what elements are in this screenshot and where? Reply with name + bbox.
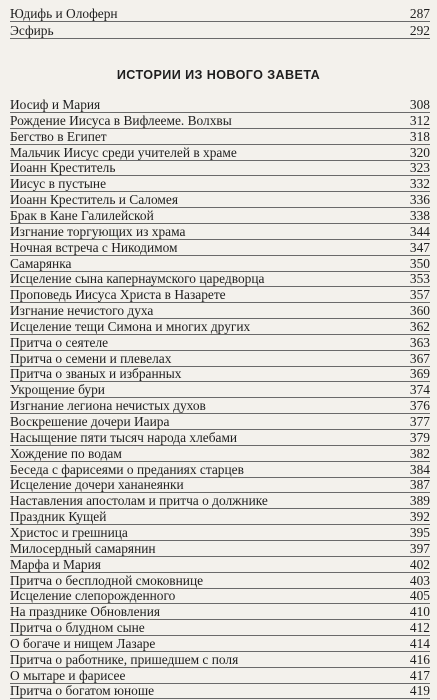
toc-entry-title: Беседа с фарисеями о преданиях старцев bbox=[10, 461, 244, 477]
toc-entry-title: Исцеление сына капернаумского царедворца bbox=[10, 271, 265, 287]
toc-entry-page-number: 338 bbox=[409, 207, 430, 223]
toc-entry-title: Иосиф и Мария bbox=[10, 97, 101, 112]
toc-entry bbox=[10, 397, 430, 414]
toc-entry-page-number: 395 bbox=[409, 524, 430, 540]
toc-entry-page-number: 312 bbox=[409, 112, 430, 128]
toc-entry-page-number: 414 bbox=[409, 635, 430, 651]
toc-entry bbox=[10, 619, 430, 636]
toc-entry-page-number: 419 bbox=[409, 683, 430, 699]
toc-entry bbox=[10, 22, 430, 39]
toc-entry bbox=[10, 191, 430, 208]
toc-entry-title: Брак в Кане Галилейской bbox=[10, 207, 154, 223]
toc-entry-page-number: 402 bbox=[409, 556, 430, 572]
toc-entry-page-number: 353 bbox=[409, 271, 430, 287]
toc-entry-title: Марфа и Мария bbox=[10, 556, 101, 572]
toc-entry-title: Наставления апостолам и притча о должнике bbox=[10, 493, 268, 509]
toc-entry-title: Проповедь Иисуса Христа в Назарете bbox=[10, 287, 226, 303]
toc-entry bbox=[10, 286, 430, 303]
toc-entry-title: Иоанн Креститель и Саломея bbox=[10, 192, 178, 208]
toc-entry-title: Изгнание торгующих из храма bbox=[10, 223, 186, 239]
toc-entry-title: Иисус в пустыне bbox=[10, 176, 107, 192]
toc-entry-page-number: 336 bbox=[409, 192, 430, 208]
toc-entry bbox=[10, 651, 430, 668]
toc-entry bbox=[10, 5, 430, 22]
toc-entry-page-number: 292 bbox=[409, 23, 430, 39]
toc-entry bbox=[10, 603, 430, 620]
toc-entry-page-number: 417 bbox=[409, 667, 430, 683]
toc-entry bbox=[10, 112, 430, 129]
toc-entry-page-number: 412 bbox=[409, 620, 430, 636]
toc-entry-title: Изгнание нечистого духа bbox=[10, 303, 154, 319]
toc-entry bbox=[10, 682, 430, 699]
toc-entry bbox=[10, 572, 430, 589]
toc-entry-page-number: 350 bbox=[409, 255, 430, 271]
row-divider bbox=[10, 38, 430, 39]
toc-entry-page-number: 287 bbox=[409, 6, 430, 21]
toc-entry-title: Ночная встреча с Никодимом bbox=[10, 239, 178, 255]
toc-entry-page-number: 363 bbox=[409, 334, 430, 350]
toc-entry-title: Притча о сеятеле bbox=[10, 334, 109, 350]
toc-entry bbox=[10, 144, 430, 161]
toc-entry-title: Милосердный самарянин bbox=[10, 540, 156, 556]
toc-entry-page-number: 369 bbox=[409, 366, 430, 382]
toc-entry-title: Притча о богатом юноше bbox=[10, 683, 155, 699]
toc-entry bbox=[10, 239, 430, 256]
toc-entry-title: Притча о работнике, пришедшем с поля bbox=[10, 651, 239, 667]
toc-entry-page-number: 410 bbox=[409, 604, 430, 620]
toc-entry-title: Исцеление тещи Симона и многих других bbox=[10, 318, 251, 334]
toc-entry bbox=[10, 334, 430, 351]
toc-entry-title: Праздник Кущей bbox=[10, 509, 107, 525]
toc-entry bbox=[10, 556, 430, 573]
toc-entry bbox=[10, 508, 430, 525]
toc-entry-page-number: 387 bbox=[409, 477, 430, 493]
toc-entry-page-number: 405 bbox=[409, 588, 430, 604]
row-divider bbox=[10, 698, 430, 699]
toc-entry bbox=[10, 524, 430, 541]
toc-entry bbox=[10, 270, 430, 287]
toc-entry-page-number: 318 bbox=[409, 128, 430, 144]
toc-entry bbox=[10, 255, 430, 272]
toc-entry-title: О богаче и нищем Лазаре bbox=[10, 635, 156, 651]
toc-entry-title: Бегство в Египет bbox=[10, 128, 107, 144]
toc-entry-title: Юдифь и Олоферн bbox=[10, 6, 118, 21]
toc-entry-title: Притча о семени и плевелах bbox=[10, 350, 172, 366]
toc-entry-page-number: 382 bbox=[409, 445, 430, 461]
toc-entry-page-number: 308 bbox=[409, 97, 430, 112]
toc-entry-title: Иоанн Креститель bbox=[10, 160, 116, 176]
toc-entry-page-number: 347 bbox=[409, 239, 430, 255]
toc-entry-title: Насыщение пяти тысяч народа хлебами bbox=[10, 429, 238, 445]
toc-entry-page-number: 323 bbox=[409, 160, 430, 176]
toc-entry-page-number: 332 bbox=[409, 176, 430, 192]
toc-entry-title: Рождение Иисуса в Вифлееме. Волхвы bbox=[10, 112, 232, 128]
toc-entry-page-number: 397 bbox=[409, 540, 430, 556]
toc-entry-page-number: 392 bbox=[409, 509, 430, 525]
toc-entry-page-number: 374 bbox=[409, 382, 430, 398]
toc-entry-page-number: 389 bbox=[409, 493, 430, 509]
toc-entry-title: На празднике Обновления bbox=[10, 604, 161, 620]
toc-entry-title: Изгнание легиона нечистых духов bbox=[10, 398, 206, 414]
toc-entry-title: Самарянка bbox=[10, 255, 72, 271]
toc-entry-title: Христос и грешница bbox=[10, 524, 128, 540]
toc-entry bbox=[10, 302, 430, 319]
toc-entry-page-number: 362 bbox=[409, 318, 430, 334]
toc-entry-page-number: 376 bbox=[409, 398, 430, 414]
toc-entry-page-number: 416 bbox=[409, 651, 430, 667]
toc-entry bbox=[10, 381, 430, 398]
toc-entry bbox=[10, 128, 430, 145]
toc-entry-title: Мальчик Иисус среди учителей в храме bbox=[10, 144, 237, 160]
toc-entry bbox=[10, 223, 430, 240]
toc-entry-title: Притча о блудном сыне bbox=[10, 620, 145, 636]
toc-entry bbox=[10, 492, 430, 509]
toc-entry-page-number: 344 bbox=[409, 223, 430, 239]
toc-entry bbox=[10, 429, 430, 446]
toc-entry bbox=[10, 587, 430, 604]
toc-entry-title: Исцеление слепорожденного bbox=[10, 588, 176, 604]
toc-entry bbox=[10, 207, 430, 224]
toc-entry-title: Эсфирь bbox=[10, 23, 54, 39]
toc-entry-page-number: 403 bbox=[409, 572, 430, 588]
toc-entry-title: Хождение по водам bbox=[10, 445, 122, 461]
toc-entry-page-number: 377 bbox=[409, 414, 430, 429]
toc-entry-title: Укрощение бури bbox=[10, 382, 105, 398]
toc-entry-page-number: 379 bbox=[409, 429, 430, 445]
toc-entry-page-number: 360 bbox=[409, 303, 430, 319]
toc-entry bbox=[10, 318, 430, 335]
toc-entry bbox=[10, 96, 430, 113]
toc-entry bbox=[10, 350, 430, 367]
toc-entry-page-number: 320 bbox=[409, 144, 430, 160]
toc-entry bbox=[10, 365, 430, 382]
toc-entry-title: Воскрешение дочери Иаира bbox=[10, 414, 170, 429]
toc-entry bbox=[10, 635, 430, 652]
toc-entry bbox=[10, 461, 430, 478]
toc-entry bbox=[10, 159, 430, 176]
toc-entry bbox=[10, 445, 430, 462]
toc-entry bbox=[10, 476, 430, 493]
toc-entry-title: Притча о званых и избранных bbox=[10, 366, 182, 382]
toc-entry-title: О мытаре и фарисее bbox=[10, 667, 126, 683]
toc-entry bbox=[10, 413, 430, 430]
section-heading: ИСТОРИИ ИЗ НОВОГО ЗАВЕТА bbox=[116, 68, 321, 82]
toc-entry bbox=[10, 175, 430, 192]
toc-entry-title: Притча о бесплодной смоковнице bbox=[10, 572, 204, 588]
toc-entry bbox=[10, 540, 430, 557]
toc-entry-page-number: 384 bbox=[409, 461, 430, 477]
toc-entry bbox=[10, 667, 430, 684]
toc-entry-page-number: 357 bbox=[409, 287, 430, 303]
toc-entry-page-number: 367 bbox=[409, 350, 430, 366]
toc-entry-title: Исцеление дочери хананеянки bbox=[10, 477, 184, 493]
